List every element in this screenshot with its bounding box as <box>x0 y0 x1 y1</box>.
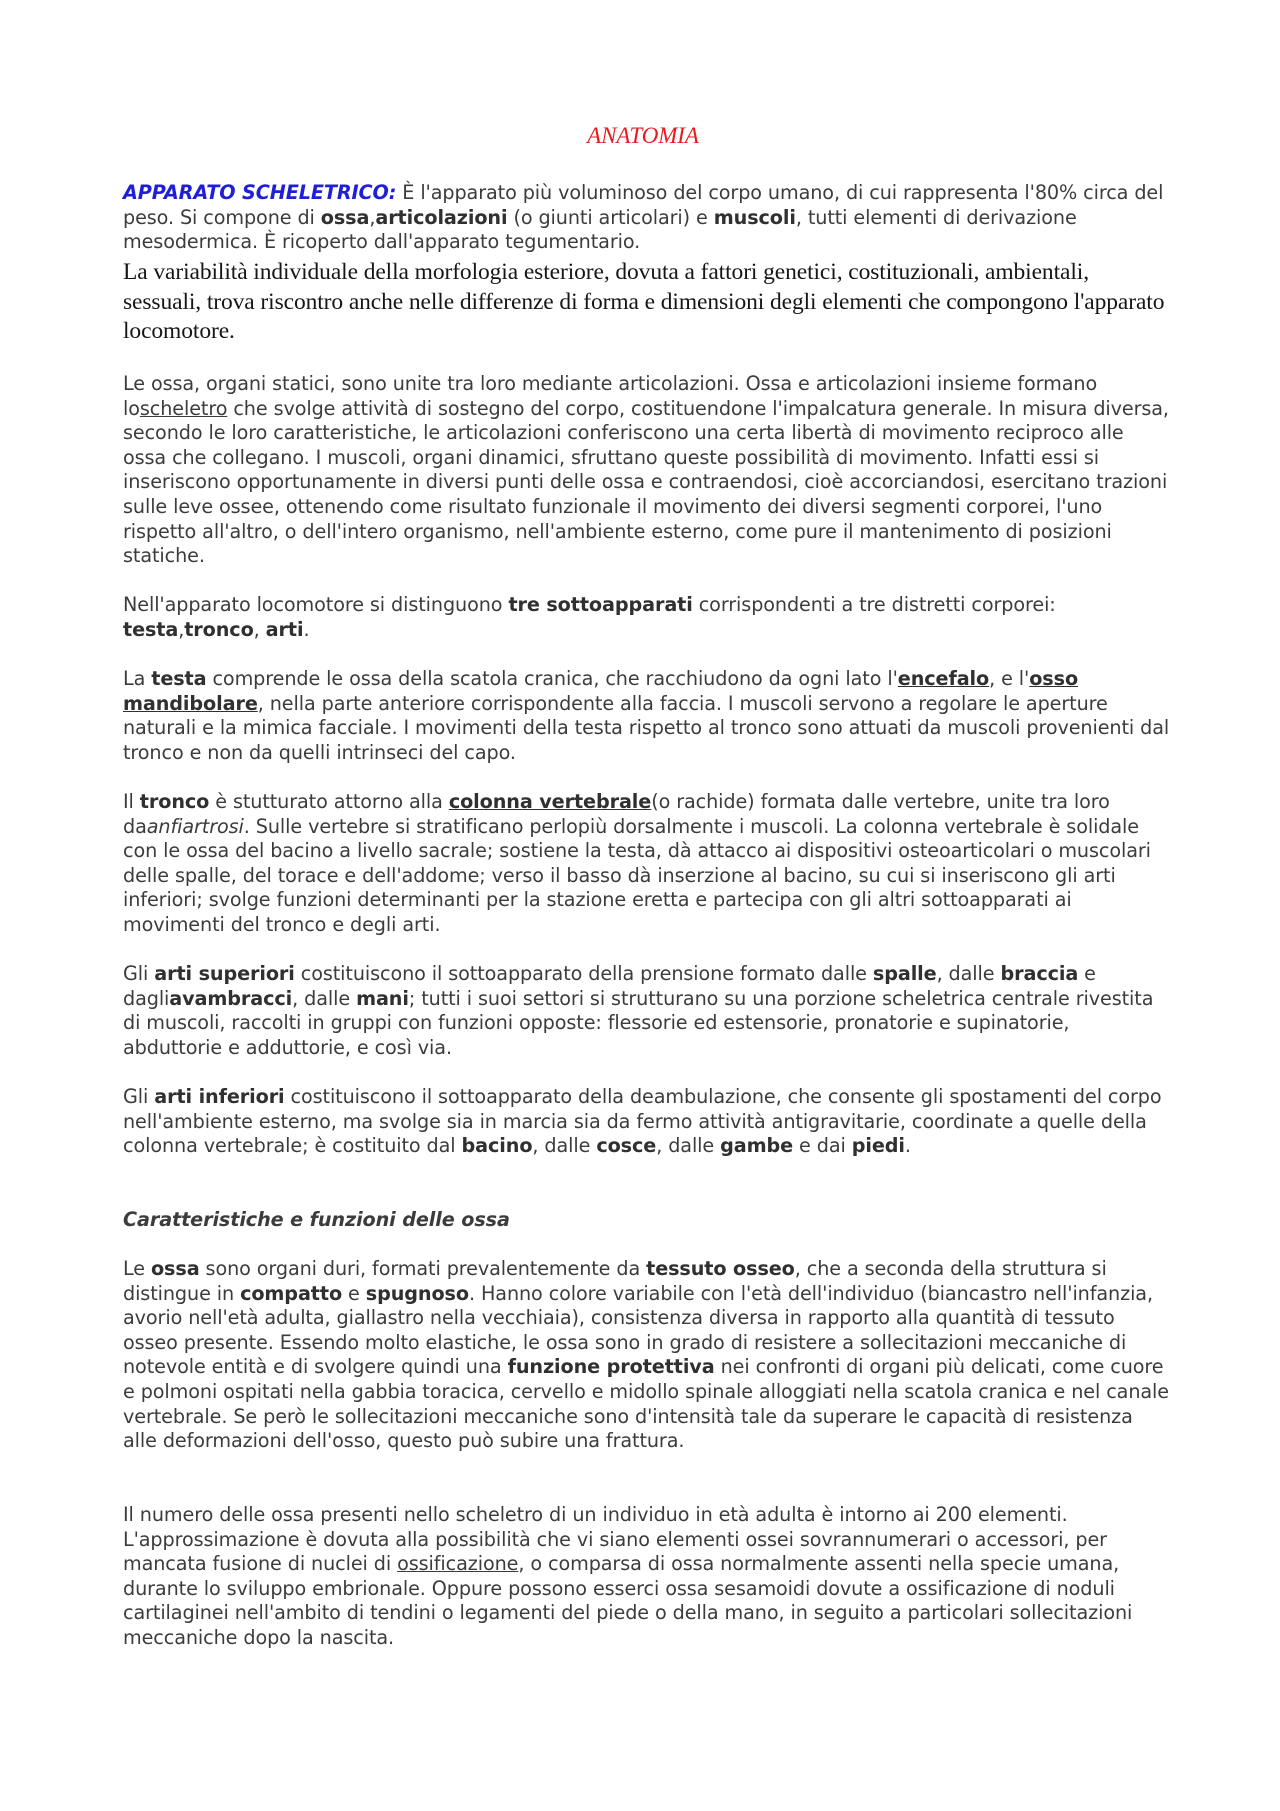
text: , dalle <box>292 986 357 1010</box>
bold-term: ossa <box>320 205 370 229</box>
text: . Sulle vertebre si stratificano perlopiù dorsalmente i muscoli. La colonna vertebrale è solidale con le ossa del bacino a livello sacrale; sostiene la testa, dà attacco ai dispositivi osteoarticolari o muscolari delle spalle, del torace e dell'addome; verso il basso dà inserzione al bacino, su cui si inseriscono gli arti inferiori; svolge funzioni determinanti per la stazione eretta e partecipa con gli altri sottoapparati ai movimenti del tronco e degli arti. <box>123 814 1151 936</box>
bold-term: spugnoso <box>365 1281 469 1305</box>
bold-term: tronco <box>184 617 254 641</box>
bold-term: piedi <box>851 1134 905 1158</box>
text: è stutturato attorno alla <box>209 790 449 813</box>
bold-term: gambe <box>720 1134 794 1158</box>
text: ; tutti i suoi settori si strutturano su una porzione scheletrica centrale rivestita di muscoli, raccolti in gruppi con funzioni opposte: flessorie ed estensorie, pronatorie e supinatorie, abduttorie e adduttorie, e così via. <box>123 986 1154 1059</box>
sottoapparati-paragraph <box>123 593 1171 642</box>
bold-term: bacino <box>461 1134 533 1158</box>
text: , tutti elementi di derivazione mesodermica. È ricoperto dall'apparato tegumentario. <box>123 205 1077 254</box>
section-heading: Caratteristiche e funzioni delle ossa <box>123 1208 510 1231</box>
bold-term: articolazioni <box>375 205 508 229</box>
text: nei confronti di organi più delicati, come cuore e polmoni ospitati nella gabbia toracica, cervello e midollo spinale alloggiati nella scatola cranica e nel canale vertebrale. Se però le sollecitazioni meccaniche sono d'intensità tale da superare le capacità di resistenza alle deformazioni dell'osso, questo può subire una frattura. <box>123 1355 1169 1453</box>
text: , <box>369 205 376 229</box>
text: , nella parte anteriore corrispondente alla faccia. I muscoli servono a regolare le aperture naturali e la mimica facciale. I movimenti della testa rispetto al tronco sono attuati da muscoli provenienti dal tronco e non da quelli intrinseci del capo. <box>123 691 1170 764</box>
text: , dalle <box>936 962 1001 985</box>
text: comprende le ossa della scatola cranica, che racchiudono da ogni lato l' <box>206 667 898 690</box>
text: e dagli <box>123 962 1096 1010</box>
text: sono organi duri, formati prevalentemente da <box>199 1257 647 1280</box>
text: . <box>904 1134 911 1158</box>
text: e <box>342 1281 366 1305</box>
arti-superiori-paragraph <box>123 962 1171 1060</box>
text: . <box>303 617 310 641</box>
text: Gli <box>123 1085 155 1108</box>
bold-term: avambracci <box>169 986 293 1010</box>
bold-term: arti <box>265 617 304 641</box>
text: È l'apparato più voluminoso del corpo umano, di cui rappresenta l'80% circa del peso. Si compone di <box>123 181 1164 229</box>
osso-mandibolare-link[interactable]: osso mandibolare <box>123 667 1079 715</box>
ossificazione-link[interactable]: ossificazione <box>397 1552 519 1576</box>
bold-term: tronco <box>139 790 210 813</box>
testa-paragraph <box>123 667 1171 765</box>
intro-paragraph <box>123 181 1171 255</box>
arti-inferiori-paragraph <box>123 1085 1171 1159</box>
text: , e l' <box>989 667 1030 690</box>
text: che svolge attività di sostegno del corpo, costituendone l'impalcatura generale. In misura diversa, secondo le loro caratteristiche, le articolazioni conferiscono una certa libertà di movimento reciproco alle ossa che collegano. I muscoli, organi dinamici, sfruttano queste possibilità di movimento. Infatti essi si inseriscono opportunamente in diversi punti delle ossa e contraendosi, cioè accorciandosi, esercitano trazioni sulle leve ossee, ottenendo come risultato funzionale il movimento dei diversi segmenti corporei, l'uno rispetto all'altro, o dell'intero organismo, nell'ambiente esterno, come pure il mantenimento di posizioni statiche. <box>123 396 1169 568</box>
caratteristiche-paragraph <box>123 1257 1171 1454</box>
tronco-paragraph <box>123 790 1171 938</box>
text: costituiscono il sottoapparato della deambulazione, che consente gli spostamenti del corpo nell'ambiente esterno, ma svolge sia in marcia sia da fermo attività antigravitarie, coordinate a quelle della colonna vertebrale; è costituito dal <box>123 1085 1162 1158</box>
text: costituiscono il sottoapparato della prensione formato dalle <box>294 962 873 985</box>
text: Nell'apparato locomotore si distinguono <box>123 593 509 616</box>
bold-term: spalle <box>872 962 937 985</box>
text: La <box>123 667 152 690</box>
text: Le ossa, organi statici, sono unite tra loro mediante articolazioni. Ossa e articolazioni insieme formano lo <box>123 372 1098 420</box>
apparato-label: APPARATO SCHELETRICO: <box>123 181 397 204</box>
bold-term: cosce <box>596 1134 657 1158</box>
text: , dalle <box>532 1134 597 1158</box>
bold-term: testa <box>151 667 207 690</box>
bold-term: muscoli <box>713 205 796 229</box>
bold-term: tessuto osseo <box>646 1257 795 1280</box>
text: e dai <box>793 1134 852 1158</box>
bold-term: ossa <box>150 1257 200 1280</box>
document-title: ANATOMIA <box>587 123 699 148</box>
text: . Hanno colore variabile con l'età dell'individuo (biancastro nell'infanzia, avorio nell'età adulta, giallastro nella vecchiaia), consistenza diversa in rapporto alla quantità di tessuto osseo presente. Essendo molto elastiche, le ossa sono in grado di resistere a sollecitazioni meccaniche di notevole entità e di svolgere quindi una <box>123 1281 1153 1379</box>
text: , <box>178 617 185 641</box>
bold-term: compatto <box>240 1281 343 1305</box>
bold-term: testa <box>123 617 179 641</box>
bold-term: arti superiori <box>154 962 295 985</box>
text: Gli <box>123 962 155 985</box>
text: , che a seconda della struttura si distingue in <box>123 1257 1107 1305</box>
ossa-articolazioni-paragraph <box>123 372 1171 569</box>
numero-ossa-paragraph <box>123 1503 1171 1651</box>
bold-term: tre sottoapparati <box>508 593 693 616</box>
text: Le <box>123 1257 151 1280</box>
encefalo-link[interactable]: encefalo <box>897 667 990 690</box>
bold-term: braccia <box>1000 962 1079 985</box>
text: Il <box>123 790 140 813</box>
bold-term: mani <box>356 986 409 1010</box>
italic-term: anfiartrosi <box>146 814 244 838</box>
text: , o comparsa di ossa normalmente assenti nella specie umana, durante lo sviluppo embrionale. Oppure possono esserci ossa sesamoidi dovute a ossificazione di noduli cartilaginei nell'ambito di tendini o legamenti del piede o della mano, in seguito a particolari sollecitazioni meccaniche dopo la nascita. <box>123 1552 1133 1649</box>
scheletro-link[interactable]: scheletro <box>139 396 228 420</box>
text: corrispondenti a tre distretti corporei: <box>692 593 1056 616</box>
bold-term: funzione protettiva <box>507 1355 715 1379</box>
text: Il numero delle ossa presenti nello scheletro di un individuo in età adulta è intorno ai 200 elementi. L'approssimazione è dovuta alla possibilità che vi siano elementi ossei sovrannumerari o accessori, per mancata fusione di nuclei di <box>123 1503 1107 1576</box>
text: (o giunti articolari) e <box>507 205 714 229</box>
text: (o rachide) formata dalle vertebre, unite tra loro da <box>123 790 1110 838</box>
text: , <box>253 617 266 641</box>
variability-paragraph: La variabilità individuale della morfologia esteriore, dovuta a fattori genetici, costituzionali, ambientali, sessuali, trova riscontro anche nelle differenze di forma e dimensioni degli elementi che compongono l'apparato locomotore. <box>123 259 1165 344</box>
bold-term: arti inferiori <box>154 1085 285 1108</box>
colonna-vertebrale-link[interactable]: colonna vertebrale <box>448 790 652 813</box>
text: , dalle <box>656 1134 721 1158</box>
